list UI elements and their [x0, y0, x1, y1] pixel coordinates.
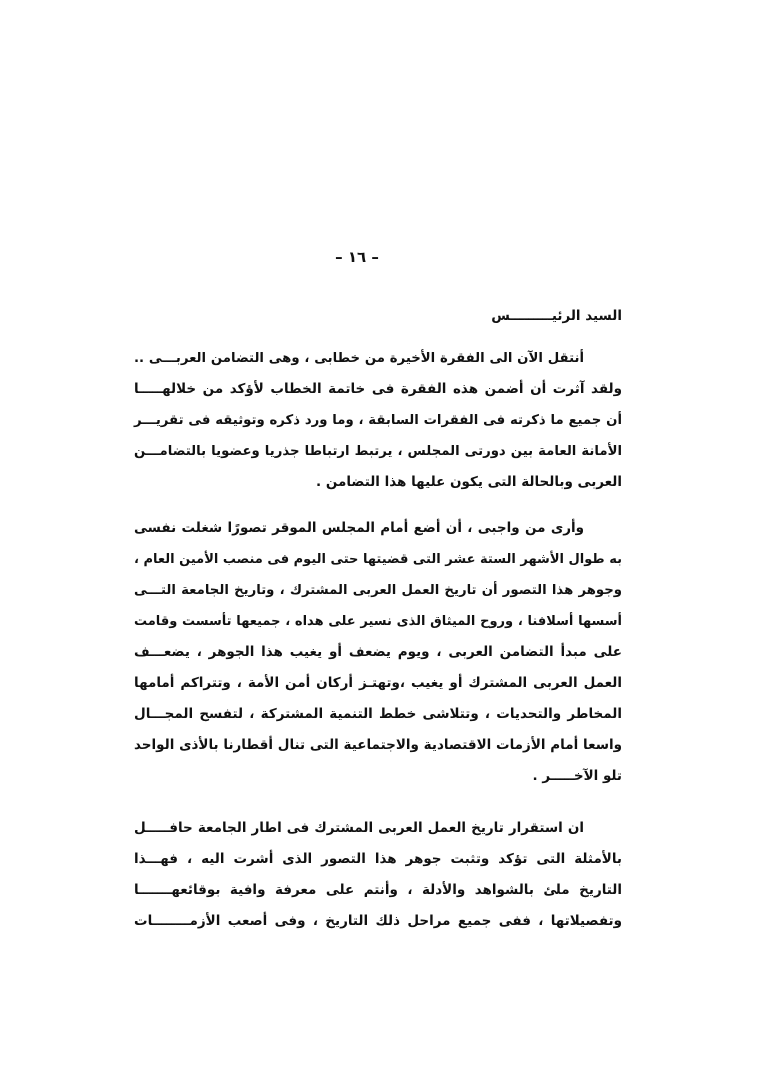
- text-line: العمل العربى المشترك أو يغيب ،وتهتـز أركان أمن الأمة ، وتتراكم أمامها: [134, 675, 622, 691]
- text-line: ولقد آثرت أن أضمن هذه الفقرة فى خاتمة الخطاب لأؤكد من خلالهـــــا: [134, 381, 622, 397]
- text-line: المخاطر والتحديات ، وتتلاشى خطط التنمية المشتركة ، لتفسح المجـــال: [134, 706, 622, 722]
- text-line: وتفصيلاتها ، ففى جميع مراحل ذلك التاريخ ، وفى أصعب الأزمــــــــات: [134, 913, 622, 929]
- text-line: الأمانة العامة بين دورتى المجلس ، يرتبط ارتباطا جذريا وعضويا بالتضامـــن: [134, 444, 622, 459]
- text-line: واسعا أمام الأزمات الاقتصادية والاجتماعية التى تنال أقطارنا بالأذى الواحد: [134, 737, 622, 753]
- paragraph-history: [134, 813, 622, 937]
- text-line: العربى وبالحالة التى يكون عليها هذا التضامن .: [316, 474, 622, 490]
- text-line: أن جميع ما ذكرته فى الفقرات السابقة ، وما ورد ذكره وتوثيقه فى تقريـــر: [134, 413, 622, 428]
- text-line: به طوال الأشهر الستة عشر التى قضيتها حتى اليوم فى منصب الأمين العام ،: [134, 552, 622, 567]
- paragraph-vision: [134, 513, 622, 792]
- text-line: أنتقل الآن الى الفقرة الأخيرة من خطابى ، وهى التضامن العربـــى ..: [134, 351, 584, 366]
- text-line: وجوهر هذا التصور أن تاريخ العمل العربى المشترك ، وتاريخ الجامعة التـــى: [134, 583, 622, 598]
- text-line: ان استقرار تاريخ العمل العربى المشترك فى اطار الجامعة حافـــــل: [134, 820, 584, 836]
- text-line: أسسها أسلافنا ، وروح الميثاق الذى نسير على هداه ، جميعها تأسست وقامت: [134, 614, 622, 629]
- text-line: التاريخ ملئ بالشواهد والأدلة ، وأنتم على معرفة وافية بوقائعهـــــــا: [134, 882, 622, 898]
- text-line: وأرى من واجبى ، أن أضع أمام المجلس الموقر تصورًا شغلت نفسى: [134, 520, 584, 536]
- text-line: بالأمثلة التى تؤكد وتثبت جوهر هذا التصور الذى أشرت اليه ، فهـــذا: [134, 851, 622, 867]
- page-number: – ١٦ –: [335, 248, 379, 266]
- paragraph-solidarity-intro: [134, 343, 622, 498]
- speaker-heading: السيد الرئيـــــــــس: [491, 308, 622, 324]
- text-line: تلو الآخـــــر .: [532, 768, 622, 784]
- text-line: على مبدأ التضامن العربى ، ويوم يضعف أو يغيب هذا الجوهر ، يضعـــف: [134, 644, 622, 660]
